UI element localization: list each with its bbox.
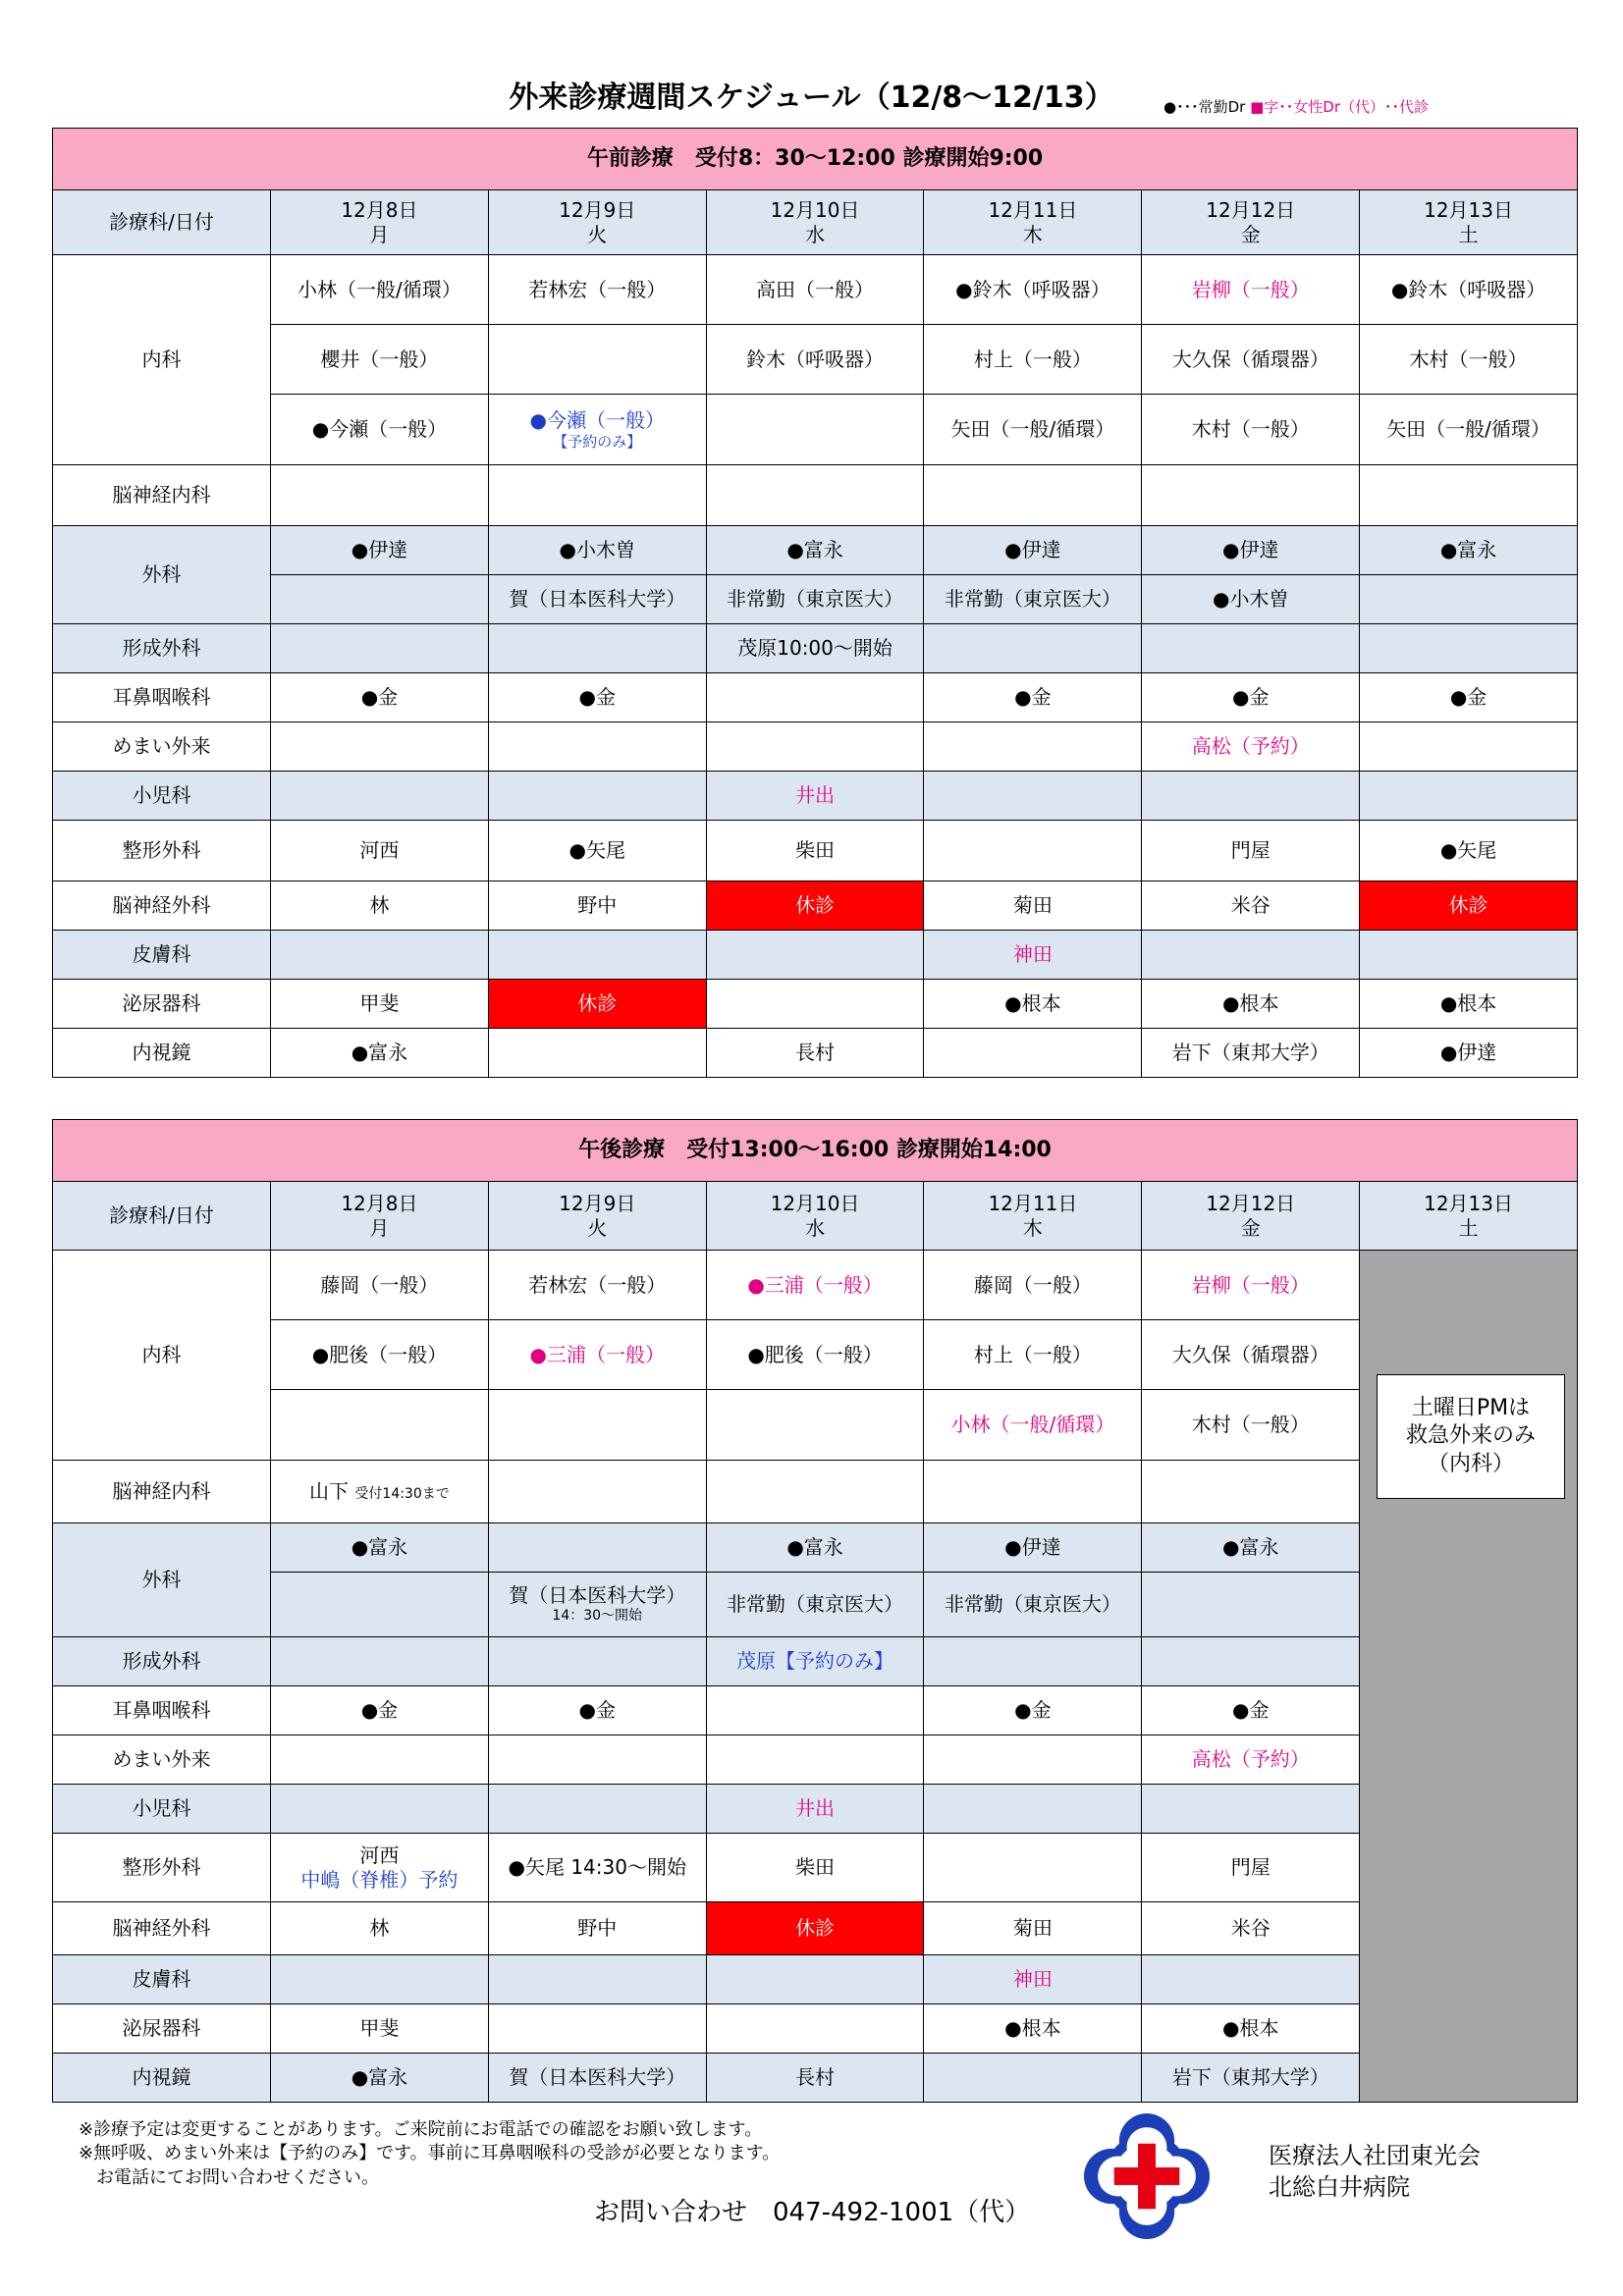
pm-cell: 高松（予約） (1142, 1735, 1360, 1785)
am-cell: ●金 (488, 673, 706, 722)
pm-cell: 菊田 (924, 1902, 1142, 1955)
pm-cell: 米谷 (1142, 1902, 1360, 1955)
pm-cell (271, 1573, 489, 1637)
pm-cell-text: 山下 (309, 1479, 350, 1503)
pm-cell (271, 1390, 489, 1461)
day-dow: 木 (1022, 1215, 1043, 1240)
pm-row-label: 脳神経外科 (53, 1902, 271, 1955)
am-cell: 岩下（東邦大学） (1142, 1029, 1360, 1078)
red-cross-logo-icon (1084, 2113, 1210, 2239)
am-row-label: 整形外科 (53, 821, 271, 881)
pm-cell (1142, 1785, 1360, 1834)
pm-cell: ●金 (924, 1686, 1142, 1735)
am-cell: 小林（一般/循環） (271, 255, 489, 325)
am-cell: 村上（一般） (924, 325, 1142, 395)
am-cell (488, 624, 706, 673)
pm-cell: 小林（一般/循環） (924, 1390, 1142, 1461)
pm-cell (271, 1637, 489, 1686)
am-cell (924, 772, 1142, 821)
pm-cell: ●根本 (924, 2004, 1142, 2054)
am-cell (706, 465, 924, 526)
am-cell: 鈴木（呼吸器） (706, 325, 924, 395)
day-date: 12月10日 (770, 1191, 860, 1215)
am-cell (706, 673, 924, 722)
am-cell (924, 1029, 1142, 1078)
am-cell-closed: 休診 (1360, 881, 1578, 931)
am-cell (706, 722, 924, 772)
legend (1163, 96, 1429, 117)
pm-cell (706, 1390, 924, 1461)
am-cell (271, 931, 489, 980)
am-cell: ●鈴木（呼吸器） (924, 255, 1142, 325)
pm-row-label: 皮膚科 (53, 1955, 271, 2004)
am-cell (1142, 624, 1360, 673)
pm-cell (488, 1573, 706, 1637)
am-row-label: 内視鏡 (53, 1029, 271, 1078)
am-row-label: 耳鼻咽喉科 (53, 673, 271, 722)
am-day-fri (1142, 190, 1360, 255)
am-cell: ●金 (271, 673, 489, 722)
pm-row-label: 整形外科 (53, 1834, 271, 1902)
pm-cell: 茂原【予約のみ】 (706, 1637, 924, 1686)
am-cell: 賀（日本医科大学） (488, 575, 706, 624)
am-cell-closed: 休診 (488, 980, 706, 1029)
pm-cell (924, 1461, 1142, 1523)
pm-cell: ●根本 (1142, 2004, 1360, 2054)
pm-cell: ●三浦（一般） (488, 1320, 706, 1390)
am-cell: 河西 (271, 821, 489, 881)
am-cell: ●伊達 (924, 526, 1142, 575)
am-cell: 長村 (706, 1029, 924, 1078)
am-cell: ●金 (924, 673, 1142, 722)
pm-cell-note: 中嶋（脊椎）予約 (300, 1867, 459, 1892)
saturday-pm-note (1377, 1374, 1565, 1499)
pm-cell (706, 1735, 924, 1785)
pm-cell: ●金 (488, 1686, 706, 1735)
pm-cell: 藤岡（一般） (271, 1251, 489, 1320)
pm-cell: 若林宏（一般） (488, 1251, 706, 1320)
am-cell: ●富永 (1360, 526, 1578, 575)
pm-cell: ●矢尾 14:30～開始 (488, 1834, 706, 1902)
day-dow: 月 (369, 222, 390, 246)
am-cell: ●今瀬（一般） (271, 395, 489, 465)
pm-cell: 賀（日本医科大学） (488, 2054, 706, 2103)
am-cell: ●金 (1360, 673, 1578, 722)
org-line: 北総白井病院 (1269, 2173, 1410, 2202)
pm-cell: ●肥後（一般） (271, 1320, 489, 1390)
pm-cell: 門屋 (1142, 1834, 1360, 1902)
am-date-label: 診療科/日付 (53, 190, 271, 255)
pm-cell: ●伊達 (924, 1523, 1142, 1573)
pm-cell: 藤岡（一般） (924, 1251, 1142, 1320)
am-cell: 矢田（一般/循環） (924, 395, 1142, 465)
am-cell (271, 575, 489, 624)
am-cell (271, 772, 489, 821)
day-dow: 金 (1240, 222, 1261, 246)
saturday-note-line: 救急外来のみ (1405, 1423, 1536, 1449)
am-cell: ●金 (1142, 673, 1360, 722)
pm-cell (924, 1637, 1142, 1686)
pm-row-label: 形成外科 (53, 1637, 271, 1686)
pm-cell (924, 1834, 1142, 1902)
am-cell: ●伊達 (271, 526, 489, 575)
am-row-label: 小児科 (53, 772, 271, 821)
am-cell: 木村（一般） (1360, 325, 1578, 395)
day-dow: 水 (805, 222, 826, 246)
page-title: 外来診療週間スケジュール（12/8～12/13） (509, 80, 1114, 115)
pm-cell: 岩下（東邦大学） (1142, 2054, 1360, 2103)
am-cell (1360, 465, 1578, 526)
pm-cell: 岩柳（一般） (1142, 1251, 1360, 1320)
pm-cell: 非常勤（東京医大） (924, 1573, 1142, 1637)
day-date: 12月9日 (559, 1191, 636, 1215)
pm-cell: 大久保（循環器） (1142, 1320, 1360, 1390)
am-cell (1360, 931, 1578, 980)
day-dow: 月 (369, 1215, 390, 1240)
am-cell: 非常勤（東京医大） (924, 575, 1142, 624)
pm-cell: 非常勤（東京医大） (706, 1573, 924, 1637)
am-cell: 米谷 (1142, 881, 1360, 931)
am-cell: 甲斐 (271, 980, 489, 1029)
pm-cell (271, 1461, 489, 1523)
pm-day-fri (1142, 1182, 1360, 1251)
pm-row-label: 外科 (53, 1523, 271, 1637)
am-cell (1360, 722, 1578, 772)
day-dow: 火 (587, 222, 608, 246)
contact-phone: お問い合わせ 047-492-1001（代） (594, 2198, 1031, 2227)
pm-cell (706, 1955, 924, 2004)
am-cell: ●富永 (706, 526, 924, 575)
pm-row-label: めまい外来 (53, 1735, 271, 1785)
day-date: 12月8日 (341, 197, 418, 222)
am-row-label: めまい外来 (53, 722, 271, 772)
am-cell: 茂原10:00～開始 (706, 624, 924, 673)
am-cell (924, 624, 1142, 673)
am-cell: ●矢尾 (488, 821, 706, 881)
am-cell (1142, 772, 1360, 821)
pm-cell (271, 1785, 489, 1834)
am-cell (488, 1029, 706, 1078)
pm-cell: 神田 (924, 1955, 1142, 2004)
day-dow: 土 (1458, 1215, 1479, 1240)
pm-cell (488, 1461, 706, 1523)
am-row-label: 脳神経外科 (53, 881, 271, 931)
am-row-label: 泌尿器科 (53, 980, 271, 1029)
pm-cell-text: 河西 (359, 1842, 400, 1867)
am-cell: 林 (271, 881, 489, 931)
pm-cell (1142, 1637, 1360, 1686)
pm-cell (271, 1955, 489, 2004)
day-dow: 水 (805, 1215, 826, 1240)
pm-schedule-table (52, 1119, 1578, 2103)
day-date: 12月10日 (770, 197, 860, 222)
am-cell: 野中 (488, 881, 706, 931)
pm-cell-text: 賀（日本医科大学） (509, 1583, 686, 1608)
am-cell (1360, 575, 1578, 624)
pm-date-label: 診療科/日付 (53, 1182, 271, 1251)
pm-cell (271, 1735, 489, 1785)
pm-cell: 井出 (706, 1785, 924, 1834)
day-dow: 木 (1022, 222, 1043, 246)
am-row-label: 脳神経内科 (53, 465, 271, 526)
am-cell (924, 821, 1142, 881)
am-cell: 木村（一般） (1142, 395, 1360, 465)
pm-row-label: 内視鏡 (53, 2054, 271, 2103)
am-cell: 神田 (924, 931, 1142, 980)
am-cell: 岩柳（一般） (1142, 255, 1360, 325)
pm-cell (488, 1735, 706, 1785)
pm-day-mon (271, 1182, 489, 1251)
am-cell (488, 931, 706, 980)
legend-female: ■字･･女性Dr（代）･･代診 (1250, 98, 1429, 116)
pm-cell (271, 1834, 489, 1902)
am-cell (488, 722, 706, 772)
day-dow: 金 (1240, 1215, 1261, 1240)
am-cell (271, 722, 489, 772)
am-cell (924, 465, 1142, 526)
am-cell (488, 395, 706, 465)
pm-row-label: 脳神経内科 (53, 1461, 271, 1523)
am-cell: 門屋 (1142, 821, 1360, 881)
am-cell: 菊田 (924, 881, 1142, 931)
saturday-note-line: 土曜日PMは (1411, 1395, 1531, 1420)
pm-cell: ●富永 (1142, 1523, 1360, 1573)
pm-day-tue (488, 1182, 706, 1251)
pm-cell: ●富永 (271, 2054, 489, 2103)
am-row-label: 形成外科 (53, 624, 271, 673)
am-cell-text: ●今瀬（一般） (529, 407, 665, 432)
am-cell (1142, 465, 1360, 526)
legend-regular: ●･･･常勤Dr (1163, 98, 1246, 116)
footer-note: お電話にてお問い合わせください。 (79, 2166, 379, 2188)
am-cell: ●矢尾 (1360, 821, 1578, 881)
pm-heading: 午後診療 受付13:00～16:00 診療開始14:00 (53, 1120, 1578, 1182)
am-row-label: 外科 (53, 526, 271, 624)
pm-cell: ●三浦（一般） (706, 1251, 924, 1320)
am-cell (271, 624, 489, 673)
am-cell: ●小木曽 (488, 526, 706, 575)
pm-cell (706, 1686, 924, 1735)
pm-day-sat (1360, 1182, 1578, 1251)
day-date: 12月9日 (559, 197, 636, 222)
pm-cell: 林 (271, 1902, 489, 1955)
am-cell: ●根本 (924, 980, 1142, 1029)
pm-cell-note: 受付14:30まで (354, 1486, 450, 1502)
pm-cell-closed: 休診 (706, 1902, 924, 1955)
day-date: 12月11日 (988, 197, 1078, 222)
day-date: 12月12日 (1206, 1191, 1296, 1215)
pm-cell (924, 1785, 1142, 1834)
day-dow: 土 (1458, 222, 1479, 246)
day-date: 12月8日 (341, 1191, 418, 1215)
am-cell-closed: 休診 (706, 881, 924, 931)
am-cell (706, 980, 924, 1029)
pm-cell: 甲斐 (271, 2004, 489, 2054)
pm-cell: 柴田 (706, 1834, 924, 1902)
am-row-label: 皮膚科 (53, 931, 271, 980)
pm-cell: ●金 (271, 1686, 489, 1735)
am-cell: ●根本 (1360, 980, 1578, 1029)
am-heading: 午前診療 受付8：30～12:00 診療開始9:00 (53, 129, 1578, 190)
am-cell: 井出 (706, 772, 924, 821)
am-cell: ●鈴木（呼吸器） (1360, 255, 1578, 325)
pm-cell (1142, 1573, 1360, 1637)
am-cell: 高松（予約） (1142, 722, 1360, 772)
am-cell (1142, 931, 1360, 980)
am-cell-note: 【予約のみ】 (553, 432, 642, 451)
footer-note: ※無呼吸、めまい外来は【予約のみ】です。事前に耳鼻咽喉科の受診が必要となります。 (79, 2143, 781, 2164)
pm-cell: ●富永 (706, 1523, 924, 1573)
footer-notes (79, 2118, 780, 2190)
am-cell: ●根本 (1142, 980, 1360, 1029)
pm-cell (488, 1523, 706, 1573)
pm-cell (488, 2004, 706, 2054)
pm-cell (488, 1785, 706, 1834)
am-day-sat (1360, 190, 1578, 255)
am-cell (706, 931, 924, 980)
pm-day-wed (706, 1182, 924, 1251)
pm-row-label: 耳鼻咽喉科 (53, 1686, 271, 1735)
am-cell: 矢田（一般/循環） (1360, 395, 1578, 465)
pm-cell (924, 1735, 1142, 1785)
am-naika-label: 内科 (53, 255, 271, 465)
am-cell: 大久保（循環器） (1142, 325, 1360, 395)
pm-cell (1142, 1955, 1360, 2004)
pm-cell (706, 1461, 924, 1523)
day-date: 12月13日 (1424, 1191, 1514, 1215)
am-cell: ●富永 (271, 1029, 489, 1078)
pm-row-label: 小児科 (53, 1785, 271, 1834)
saturday-note-line: （内科） (1427, 1451, 1514, 1476)
pm-cell-note: 14：30～開始 (552, 1608, 643, 1625)
am-cell: ●小木曽 (1142, 575, 1360, 624)
pm-cell: 木村（一般） (1142, 1390, 1360, 1461)
am-cell: ●伊達 (1360, 1029, 1578, 1078)
pm-day-thu (924, 1182, 1142, 1251)
am-day-thu (924, 190, 1142, 255)
am-cell (1360, 772, 1578, 821)
am-day-mon (271, 190, 489, 255)
pm-cell: ●金 (1142, 1686, 1360, 1735)
organization-name (1269, 2140, 1481, 2204)
pm-cell: 長村 (706, 2054, 924, 2103)
am-cell: 高田（一般） (706, 255, 924, 325)
am-cell (1360, 624, 1578, 673)
am-cell: 若林宏（一般） (488, 255, 706, 325)
pm-cell: ●富永 (271, 1523, 489, 1573)
pm-cell: 野中 (488, 1902, 706, 1955)
pm-cell (706, 2004, 924, 2054)
am-day-tue (488, 190, 706, 255)
am-cell (488, 772, 706, 821)
am-cell: 柴田 (706, 821, 924, 881)
am-cell (488, 325, 706, 395)
day-date: 12月12日 (1206, 197, 1296, 222)
am-cell (924, 722, 1142, 772)
am-schedule-table (52, 128, 1578, 1078)
pm-cell (488, 1955, 706, 2004)
pm-cell (1142, 1461, 1360, 1523)
pm-row-label: 泌尿器科 (53, 2004, 271, 2054)
pm-cell (488, 1390, 706, 1461)
pm-cell (924, 2054, 1142, 2103)
day-date: 12月13日 (1424, 197, 1514, 222)
am-cell: 櫻井（一般） (271, 325, 489, 395)
pm-cell: ●肥後（一般） (706, 1320, 924, 1390)
am-cell (706, 395, 924, 465)
day-date: 12月11日 (988, 1191, 1078, 1215)
day-dow: 火 (587, 1215, 608, 1240)
pm-cell (488, 1637, 706, 1686)
am-day-wed (706, 190, 924, 255)
pm-naika-label: 内科 (53, 1251, 271, 1461)
pm-cell: 村上（一般） (924, 1320, 1142, 1390)
footer-note: ※診療予定は変更することがあります。ご来院前にお電話での確認をお願い致します。 (79, 2119, 763, 2140)
am-cell: ●伊達 (1142, 526, 1360, 575)
am-cell: 非常勤（東京医大） (706, 575, 924, 624)
am-cell (271, 465, 489, 526)
am-cell (488, 465, 706, 526)
org-line: 医療法人社団東光会 (1269, 2142, 1481, 2169)
